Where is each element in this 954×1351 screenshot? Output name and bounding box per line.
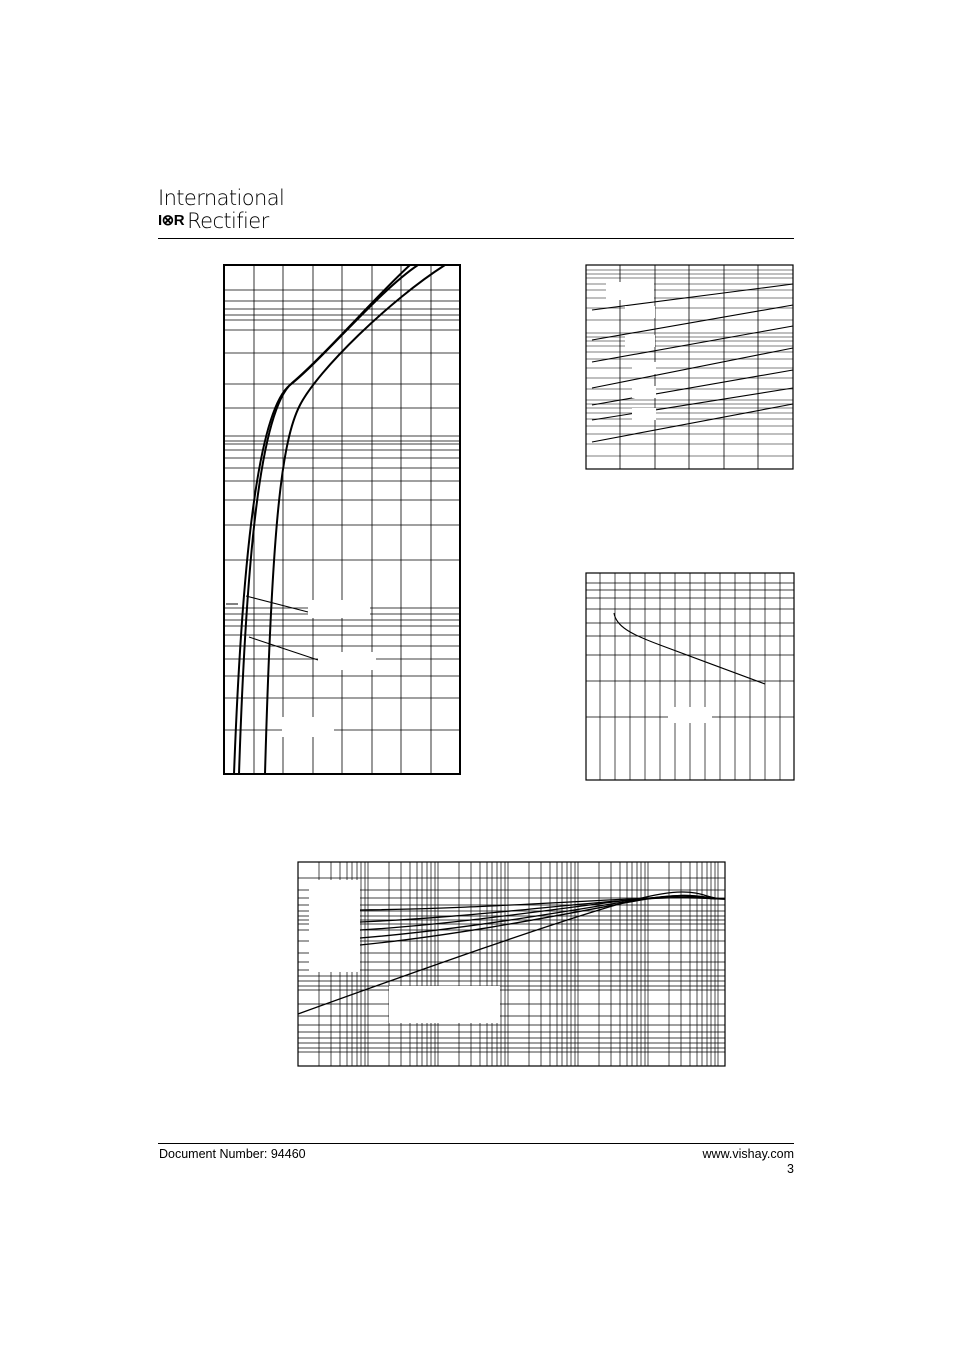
company-name-line1: International <box>158 186 285 210</box>
document-number: Document Number: 94460 <box>159 1147 306 1161</box>
figure-4 <box>298 862 725 1066</box>
figure-4-hgrid <box>298 878 725 1052</box>
company-name-line2: Rectifier <box>187 209 269 233</box>
footer-rule <box>158 1143 794 1144</box>
figure-3 <box>586 573 794 780</box>
figure-3-vgrid <box>600 573 780 780</box>
figure-2 <box>586 265 793 469</box>
figure-4-frame <box>298 862 725 1066</box>
figure-1-label-blanks <box>282 600 376 737</box>
website-link[interactable]: www.vishay.com <box>702 1147 794 1161</box>
figure-1 <box>224 265 460 774</box>
figure-3-curve <box>614 613 765 684</box>
figure-4-vgrid <box>319 862 718 1066</box>
ior-logo-mark: I⊗R <box>158 212 185 229</box>
page-number: 3 <box>787 1162 794 1176</box>
figure-3-label-blank <box>668 707 712 723</box>
